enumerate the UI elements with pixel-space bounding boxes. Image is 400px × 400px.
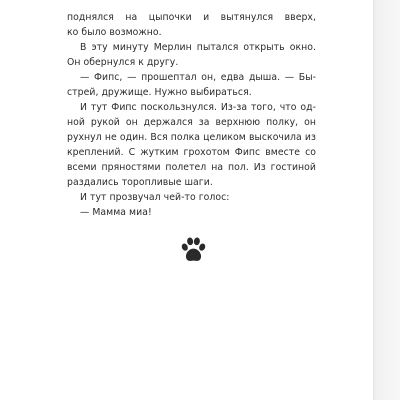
paw-pad bbox=[186, 249, 201, 261]
text-line-14: — Мамма миа! bbox=[80, 207, 152, 218]
text-line-4: Он обернулся к другу. bbox=[67, 57, 179, 68]
paw-toe-3 bbox=[193, 237, 200, 245]
text-line-5: — Фипс, — прошептал он, едва дыша. — Бы- bbox=[80, 72, 316, 83]
paw-toe-2 bbox=[187, 237, 194, 245]
text-line-9: рухнул не один. Вся полка целиком выскочила из bbox=[67, 132, 316, 143]
paw-toe-4 bbox=[198, 243, 206, 252]
text-line-12: раздались торопливые шаги. bbox=[67, 177, 213, 188]
text-line-10: креплений. С жутким грохотом Фипс вместе со bbox=[67, 147, 316, 158]
text-line-13: И тут прозвучал чей-то голос: bbox=[80, 192, 230, 203]
body-text bbox=[67, 10, 316, 220]
text-line-7: И тут Фипс поскользнулся. Из-за того, что од- bbox=[80, 102, 316, 113]
text-line-3: В эту минуту Мерлин пытался открыть окно. bbox=[80, 42, 316, 53]
paw-shapes bbox=[181, 237, 207, 261]
text-line-1: поднялся на цыпочки и вытянулся вверх, bbox=[67, 12, 316, 23]
text-line-8: ной рукой он держался за верхнюю полку, он bbox=[67, 117, 316, 128]
paw-toe-1 bbox=[181, 243, 189, 252]
page-edge-shadow bbox=[373, 0, 400, 400]
text-line-11: всеми пряностями полетел на пол. Из гостиной bbox=[67, 162, 316, 173]
text-line-6: стрей, дружище. Нужно выбираться. bbox=[67, 87, 252, 98]
paw-print-icon bbox=[179, 236, 208, 265]
text-line-2: ко было возможно. bbox=[67, 27, 162, 38]
